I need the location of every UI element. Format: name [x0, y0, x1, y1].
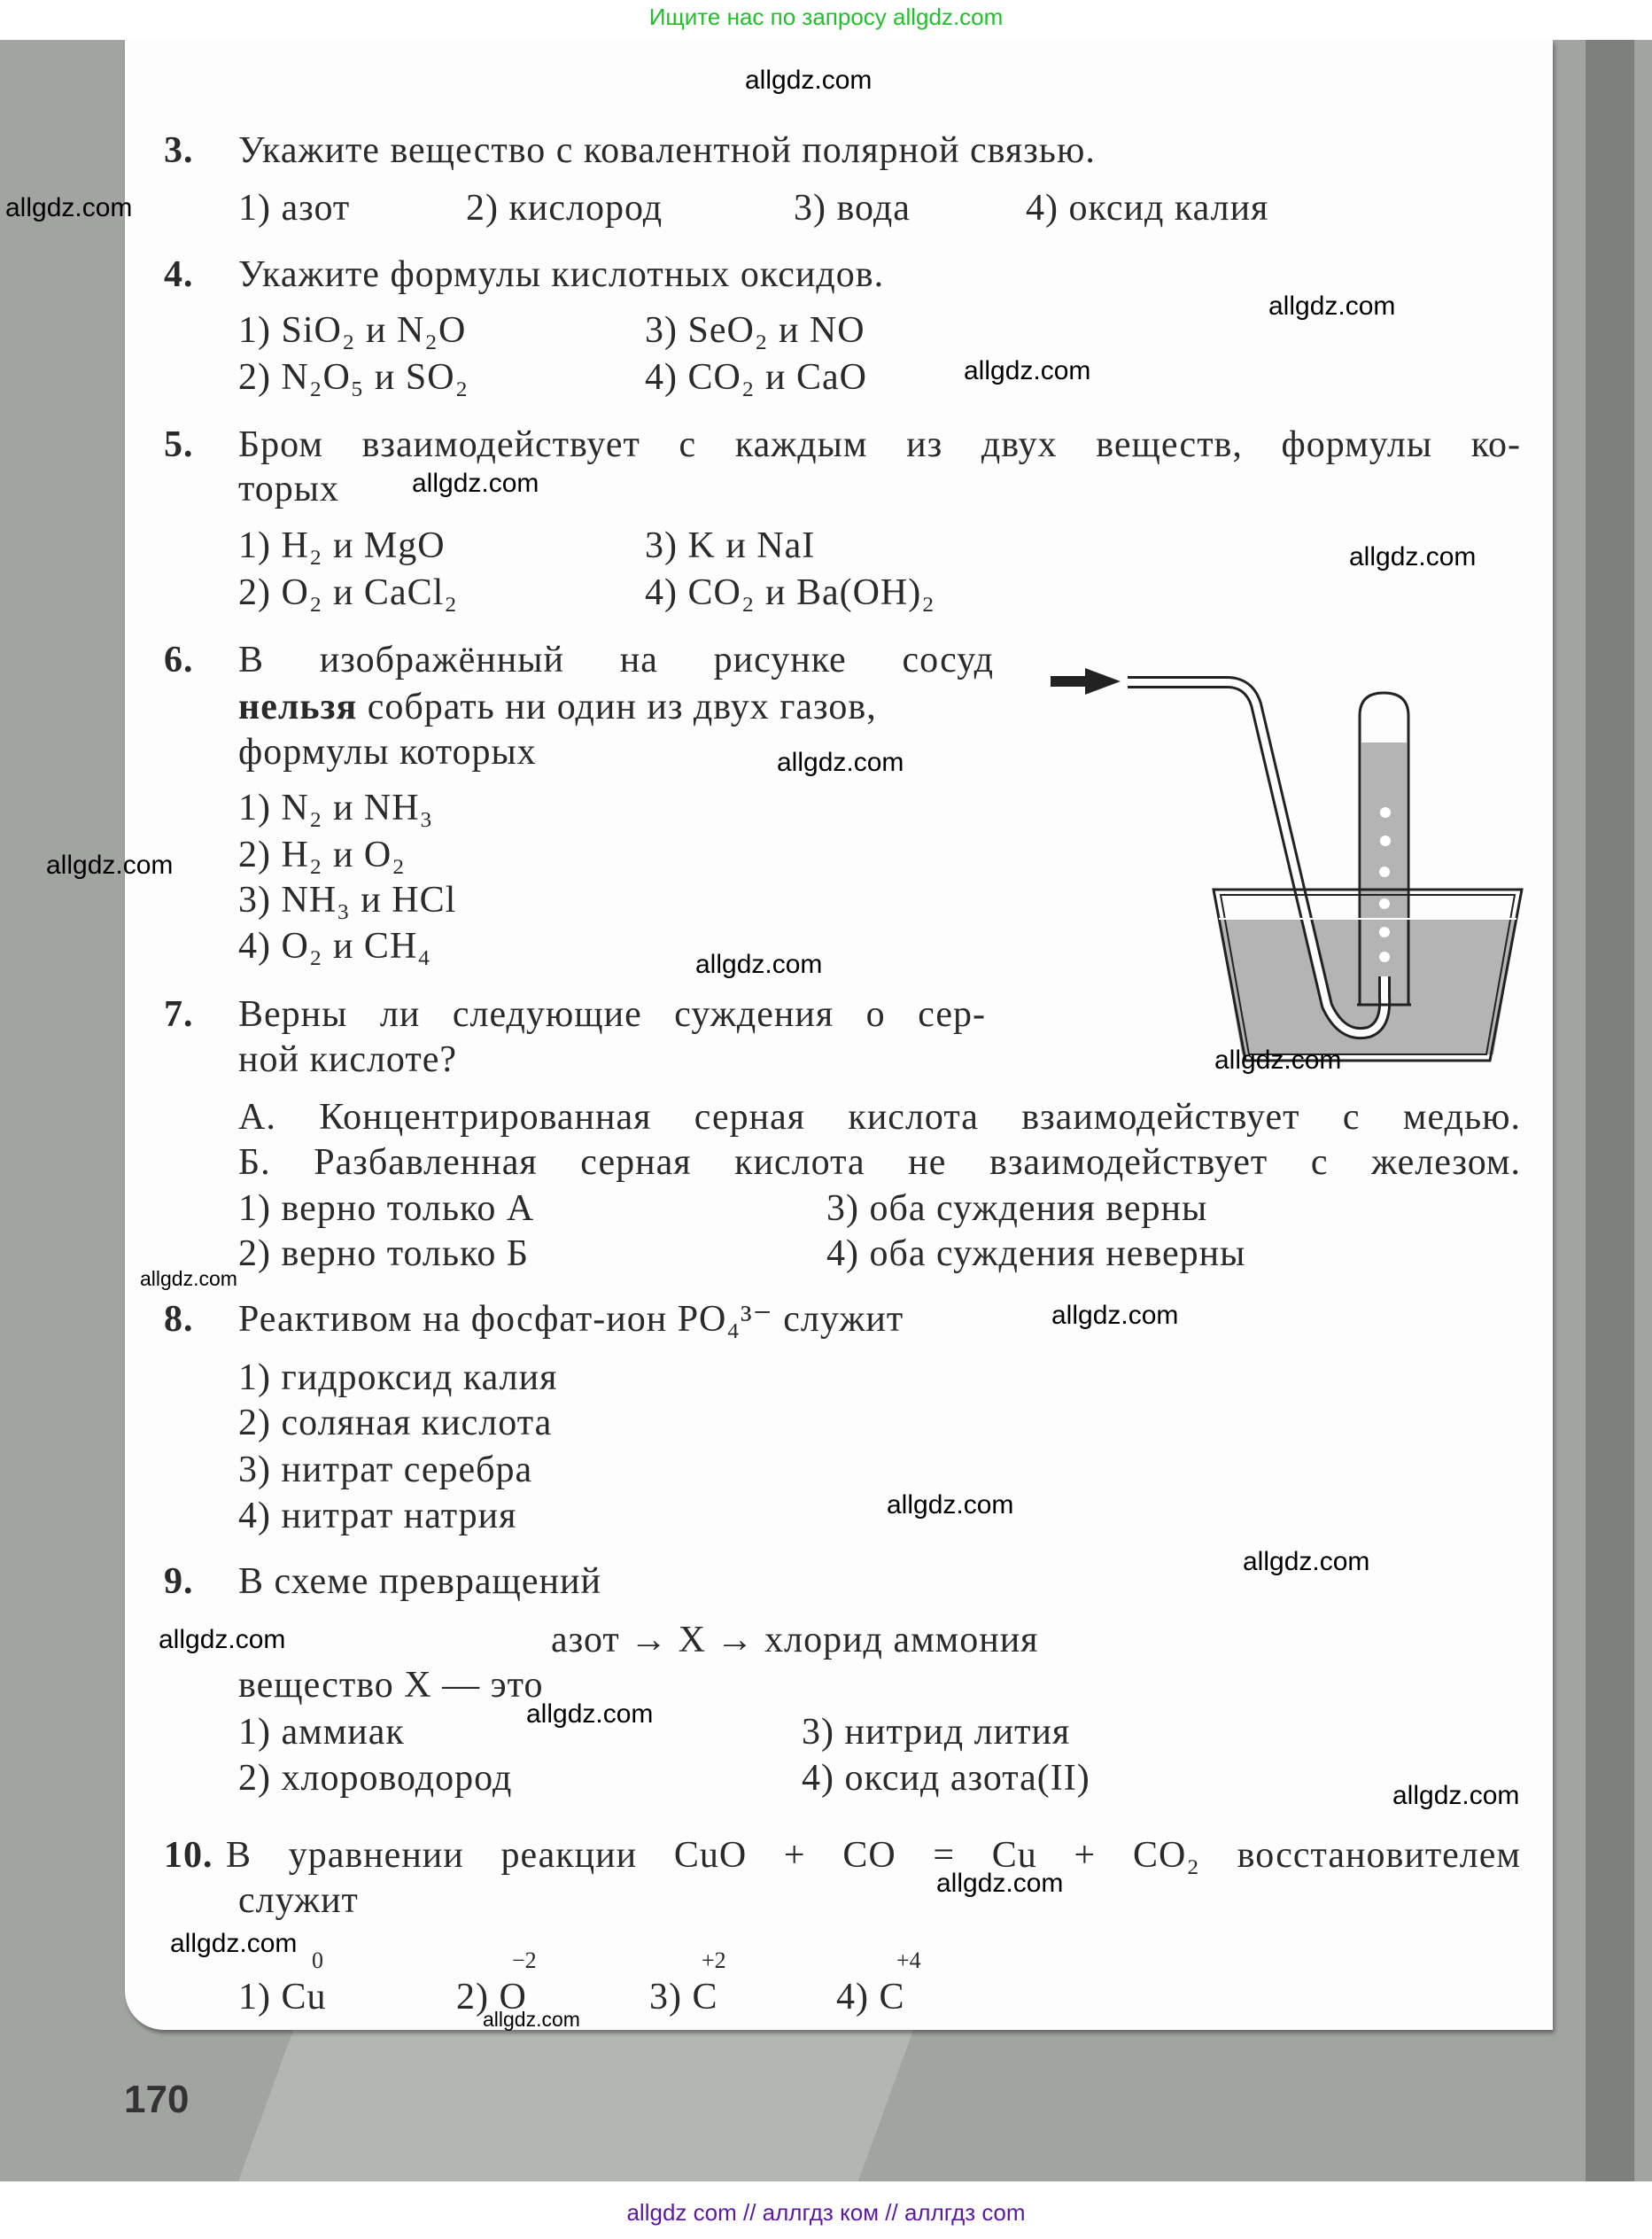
q10-option-3-oxidation-state: +2 — [702, 1947, 726, 1973]
q8-option-3: 3) нитрат серебра — [238, 1450, 533, 1490]
watermark: allgdz.com — [1349, 542, 1477, 571]
q9-option-4: 4) оксид азота(II) — [802, 1758, 1090, 1799]
q10-option-1-oxidation-state: 0 — [312, 1947, 323, 1973]
q3-option-4: 4) оксид калия — [1026, 188, 1269, 229]
q10-option-1: 1) Cu — [238, 1977, 327, 2017]
q4-option-2: 2) N₂O₅ и SO₂ — [238, 357, 469, 398]
watermark: allgdz.com — [777, 748, 904, 777]
watermark: allgdz.com — [964, 356, 1091, 385]
book-spine-shadow — [1586, 40, 1634, 2181]
watermark: allgdz.com — [412, 469, 539, 498]
q4-option-1: 1) SiO₂ и N₂O — [238, 310, 467, 351]
q10-number: 10. — [164, 1835, 213, 1876]
background-shadow — [238, 2030, 913, 2181]
watermark: allgdz.com — [745, 66, 873, 95]
q4-option-3: 3) SeO₂ и NO — [645, 310, 865, 351]
q10-option-2: 2) O — [456, 1977, 527, 2017]
q6-option-3: 3) NH₃ и HCl — [238, 880, 457, 921]
q7-option-1: 1) верно только А — [238, 1188, 535, 1229]
q7-option-4: 4) оба суждения неверны — [826, 1233, 1246, 1274]
watermark: allgdz.com — [1051, 1301, 1179, 1330]
watermark: allgdz.com — [140, 1267, 237, 1290]
watermark: allgdz.com — [1243, 1547, 1370, 1576]
q7-option-3: 3) оба суждения верны — [826, 1188, 1208, 1229]
q6-text-line1: В изображённый на рисунке сосуд — [238, 640, 994, 680]
q5-text-line2: торых — [238, 469, 340, 509]
page-number: 170 — [124, 2078, 190, 2121]
watermark: allgdz.com — [887, 1490, 1014, 1520]
q9-scheme: азот → X → хлорид аммония — [551, 1620, 1039, 1660]
q3-option-1: 1) азот — [238, 188, 351, 229]
q10-text-line2: служит — [238, 1880, 359, 1921]
q10-option-4: 4) C — [836, 1977, 905, 2017]
q7-option-2: 2) верно только Б — [238, 1233, 529, 1274]
q5-option-3: 3) K и NaI — [645, 525, 816, 566]
q8-option-1: 1) гидроксид калия — [238, 1357, 558, 1398]
watermark: allgdz.com — [483, 2008, 580, 2031]
watermark: allgdz.com — [936, 1869, 1064, 1898]
q7-statement-b: Б. Разбавленная серная кислота не взаимодействует с железом. — [238, 1142, 1521, 1183]
q5-option-2: 2) O₂ и CaCl₂ — [238, 572, 458, 613]
q6-text-line2 — [238, 684, 877, 730]
q9-option-2: 2) хлороводород — [238, 1758, 513, 1799]
q5-option-4: 4) CO₂ и Ba(OH)₂ — [645, 572, 935, 613]
watermark: allgdz.com — [1214, 1046, 1342, 1075]
q9-text-line3: вещество X — это — [238, 1665, 544, 1706]
q9-option-3: 3) нитрид лития — [802, 1712, 1071, 1753]
q9-text-line1: В схеме превращений — [238, 1561, 601, 1602]
q6-option-4: 4) O₂ и CH₄ — [238, 926, 431, 967]
q8-text: Реактивом на фосфат-ион PO₄³⁻ служит — [238, 1299, 904, 1340]
gas-collection-apparatus-figure — [1045, 656, 1541, 1081]
watermark: allgdz.com — [526, 1699, 654, 1729]
q7-number: 7. — [164, 994, 194, 1035]
q6-emphasis: нельзя — [238, 687, 358, 727]
gas-flow-arrow-icon — [1051, 668, 1121, 695]
q6-text-line3: формулы которых — [238, 732, 537, 773]
watermark: allgdz.com — [46, 851, 174, 880]
watermark: allgdz.com — [695, 950, 823, 979]
watermark: allgdz.com — [170, 1929, 298, 1958]
footer-banner-text[interactable]: allgdz com // аллгдз ком // аллгдз com — [626, 2199, 1026, 2226]
q3-option-3: 3) вода — [794, 188, 911, 229]
q6-option-1: 1) N₂ и NH₃ — [238, 788, 434, 828]
q5-number: 5. — [164, 424, 194, 465]
q5-text-line1: Бром взаимодействует с каждым из двух веществ, формулы ко- — [238, 424, 1521, 465]
q3-text: Укажите вещество с ковалентной полярной связью. — [238, 130, 1096, 171]
q7-text-line1: Верны ли следующие суждения о сер- — [238, 994, 986, 1035]
header-banner-text[interactable]: Ищите нас по запросу allgdz.com — [648, 4, 1004, 30]
watermark: allgdz.com — [5, 193, 133, 222]
q10-option-4-oxidation-state: +4 — [896, 1947, 921, 1973]
q10-option-2-oxidation-state: −2 — [512, 1947, 537, 1973]
q4-option-4: 4) CO₂ и CaO — [645, 357, 867, 398]
watermark: allgdz.com — [159, 1625, 286, 1654]
q3-option-2: 2) кислород — [466, 188, 663, 229]
q10-option-3: 3) C — [649, 1977, 718, 2017]
q7-statement-a: А. Концентрированная серная кислота взаимодействует с медью. — [238, 1097, 1521, 1138]
q4-number: 4. — [164, 254, 194, 295]
q10-text-line1: В уравнении реакции CuO + CO = Cu + CO₂ восстановителем — [226, 1835, 1521, 1876]
watermark: allgdz.com — [1268, 292, 1396, 321]
q9-number: 9. — [164, 1561, 194, 1602]
q5-option-1: 1) H₂ и MgO — [238, 525, 446, 566]
q3-number: 3. — [164, 130, 194, 171]
q8-number: 8. — [164, 1299, 194, 1340]
q9-option-1: 1) аммиак — [238, 1712, 405, 1753]
q8-option-2: 2) соляная кислота — [238, 1403, 553, 1443]
q7-text-line2: ной кислоте? — [238, 1039, 458, 1080]
q4-text: Укажите формулы кислотных оксидов. — [238, 254, 885, 295]
q6-number: 6. — [164, 640, 194, 680]
q6-option-2: 2) H₂ и O₂ — [238, 835, 406, 875]
q6-text-line2-rest: собрать ни один из двух газов, — [357, 687, 877, 727]
watermark: allgdz.com — [1392, 1781, 1520, 1810]
q8-option-4: 4) нитрат натрия — [238, 1496, 517, 1536]
